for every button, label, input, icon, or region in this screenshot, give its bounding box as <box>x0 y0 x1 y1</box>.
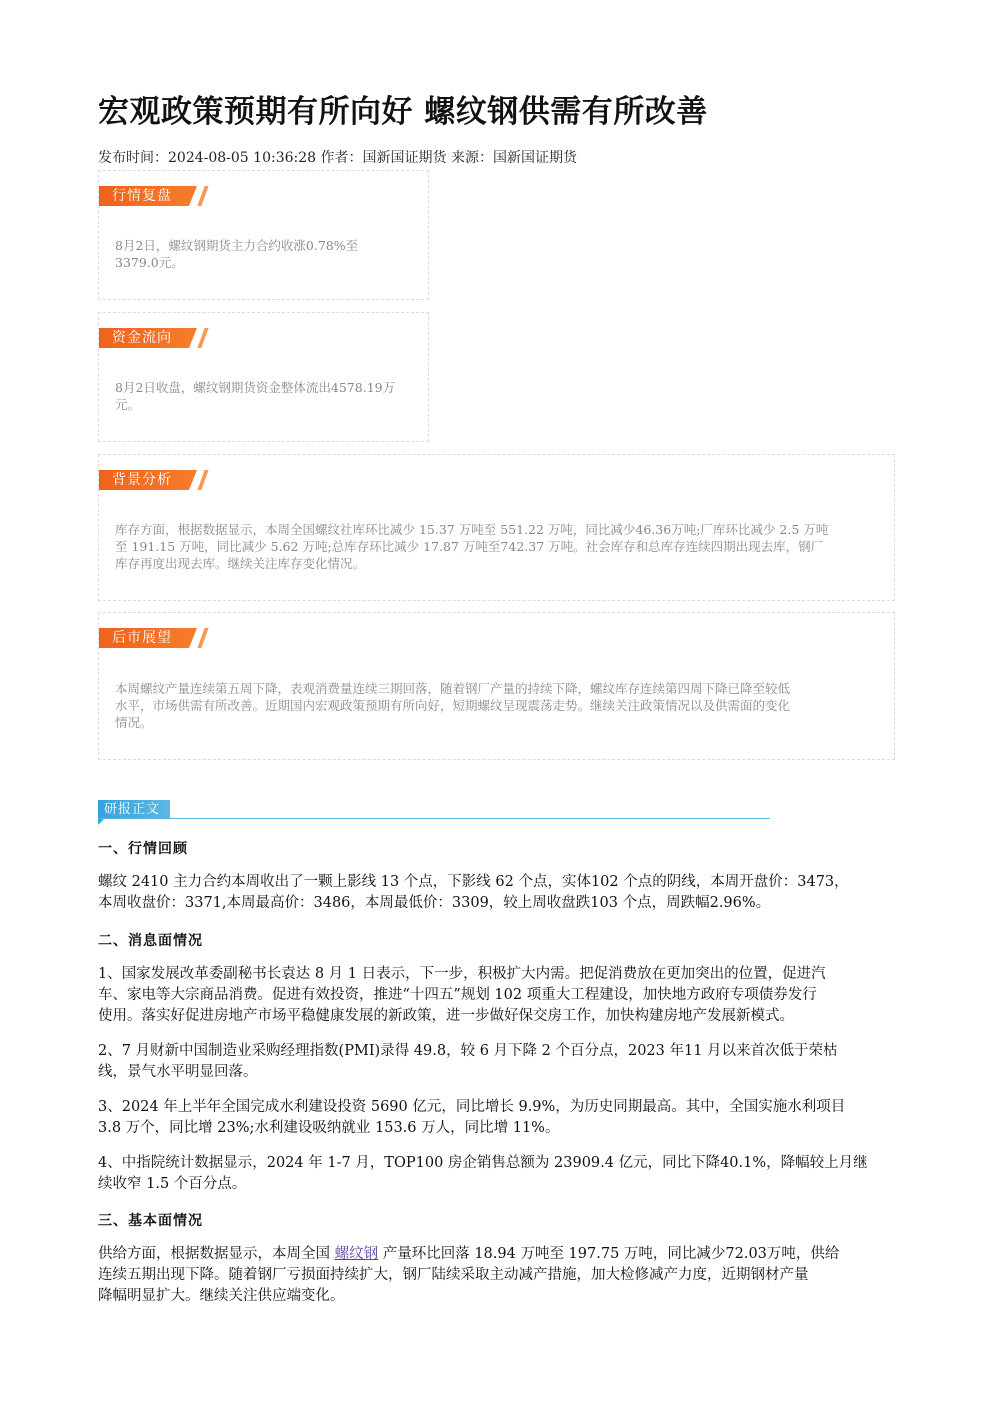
report-body-tag: 研报正文 <box>98 800 170 819</box>
article-meta: 发布时间：2024-08-05 10:36:28 作者：国新国证期货 来源：国新国证期货 <box>98 150 577 166</box>
report-tag-corner <box>98 819 104 825</box>
news-item-3: 3、2024 年上半年全国完成水利建设投资 5690 亿元，同比增长 9.9%，为历史同期最高。其中，全国实施水利项目 3.8 万个，同比增 23%;水利建设吸纳就业 153.6 万人，同比增 11%。 <box>98 1099 846 1136</box>
market-review-box <box>98 170 429 300</box>
market-review-paragraph: 螺纹 2410 主力合约本周收出了一颗上影线 13 个点，下影线 62 个点，实体102 个点的阴线，本周开盘价：3473， 本周收盘价：3371,本周最高价：3486，本周最低价：3309，较上周收盘跌103 个点，周跌幅2.96%。 <box>98 874 849 911</box>
background-analysis-text: 库存方面，根据数据显示，本周全国螺纹社库环比减少 15.37 万吨至 551.22 万吨，同比减少46.36万吨;厂库环比减少 2.5 万吨 至 191.15 万吨，同比减少 5.62 万吨;总库存环比减少 17.87 万吨至742.37 万吨。社会库存和总库存连续四期出现去库，钢厂 库存再度出现去库。继续关注库存变化情况。 <box>115 522 829 571</box>
rebar-link[interactable]: 螺纹钢 <box>334 1246 379 1262</box>
supply-paragraph: 供给方面，根据数据显示，本周全国 螺纹钢 产量环比回落 18.94 万吨至 197.75 万吨，同比减少72.03万吨，供给 连续五期出现下降。随着钢厂亏损面持续扩大，钢厂陆续采取主动减产措施，加大检修减产力度，近期钢材产量 降幅明显扩大。继续关注供应端变化。 <box>98 1246 840 1304</box>
market-outlook-box <box>98 612 895 760</box>
market-outlook-text: 本周螺纹产量连续第五周下降，表观消费量连续三期回落，随着钢厂产量的持续下降，螺纹库存连续第四周下降已降至较低 水平，市场供需有所改善。近期国内宏观政策预期有所向好，短期螺纹呈现震荡走势。继续关注政策情况以及供需面的变化 情况。 <box>115 681 791 730</box>
news-item-4: 4、中指院统计数据显示，2024 年 1-7 月，TOP100 房企销售总额为 23909.4 亿元，同比下降40.1%，降幅较上月继 续收窄 1.5 个百分点。 <box>98 1155 868 1192</box>
news-item-2: 2、7 月财新中国制造业采购经理指数(PMI)录得 49.8，较 6 月下降 2 个百分点，2023 年11 月以来首次低于荣枯 线，景气水平明显回落。 <box>98 1043 838 1080</box>
background-analysis-box <box>98 454 895 601</box>
fund-flow-tag: 资金流向 <box>99 328 189 348</box>
fund-flow-box <box>98 312 429 442</box>
market-review-text: 8月2日，螺纹钢期货主力合约收涨0.78%至 3379.0元。 <box>115 238 359 270</box>
market-review-tag: 行情复盘 <box>99 186 189 206</box>
section-market-review-title: 一、行情回顾 <box>98 841 188 857</box>
news-item-1: 1、国家发展改革委副秘书长袁达 8 月 1 日表示，下一步，积极扩大内需。把促消费放在更加突出的位置，促进汽 车、家电等大宗商品消费。促进有效投资，推进“十四五”规划 102 项重大工程建设，加快地方政府专项债券发行 使用。落实好促进房地产市场平稳健康发展的新政策，进一步做好保交房工作，加快构建房地产发展新模式。 <box>98 966 826 1024</box>
background-analysis-tag: 背景分析 <box>99 470 189 490</box>
fund-flow-text: 8月2日收盘，螺纹钢期货资金整体流出4578.19万 元。 <box>115 380 396 412</box>
report-divider <box>98 818 770 819</box>
market-outlook-tag: 后市展望 <box>99 628 189 648</box>
section-news-title: 二、消息面情况 <box>98 933 203 949</box>
article-title: 宏观政策预期有所向好 螺纹钢供需有所改善 <box>98 94 708 130</box>
section-fundamentals-title: 三、基本面情况 <box>98 1213 203 1229</box>
